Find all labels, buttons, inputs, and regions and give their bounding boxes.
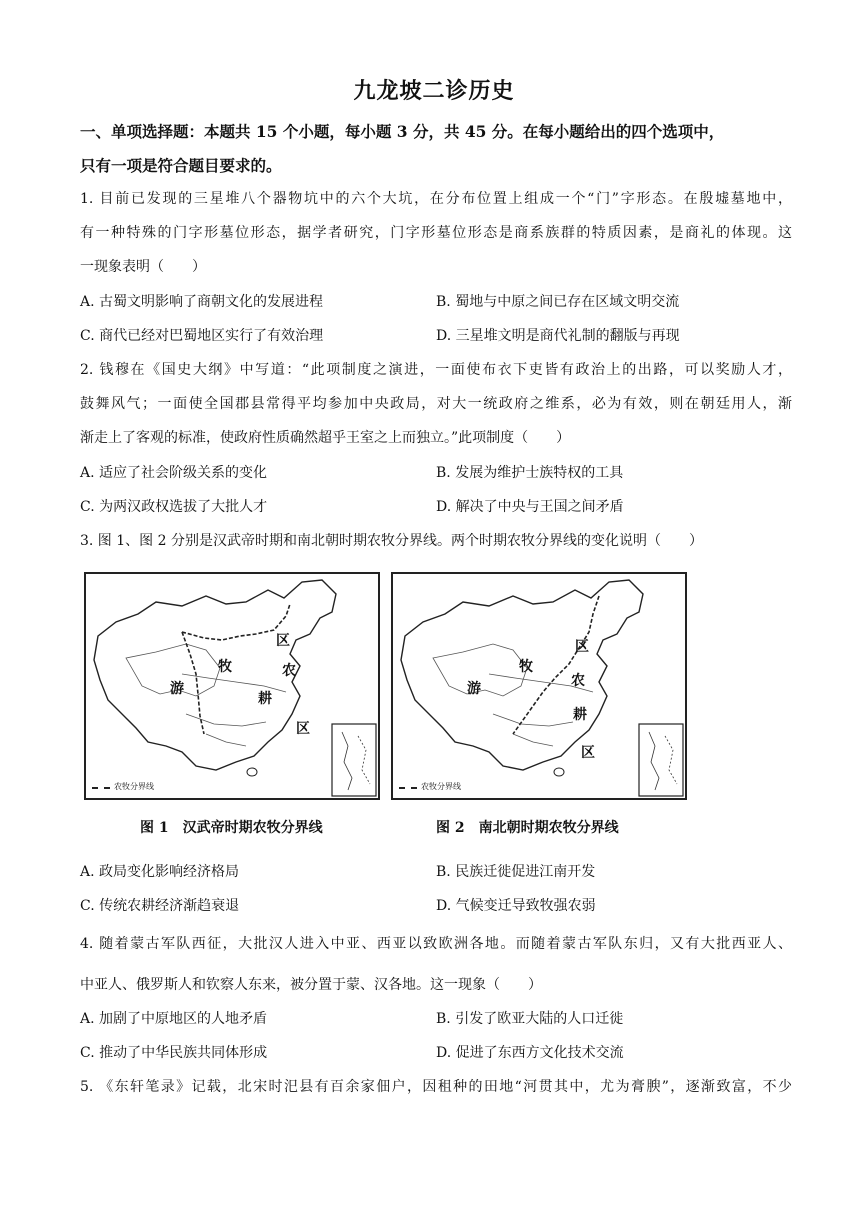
map1-legend-text: 农牧分界线 — [114, 782, 154, 791]
q1-stem-line1: 1. 目前已发现的三星堆八个器物坑中的六个大坑，在分布位置上组成一个“门”字形态。在殷墟墓地中， — [80, 191, 792, 207]
q1-option-d: D. 三星堆文明是商代礼制的翻版与再现 — [436, 328, 680, 344]
map2-label-geng: 耕 — [573, 707, 587, 723]
page-title: 九龙坡二诊历史 — [353, 78, 515, 104]
q2-stem-line2: 鼓舞风气；一面使全国郡县常得平均参加中央政局，对大一统政府之维系，必为有效，则在朝廷用人，渐 — [80, 396, 792, 412]
map2-label-qu-south: 区 — [581, 745, 595, 761]
map2-label-nong: 农 — [571, 673, 585, 689]
map1-label-nong: 农 — [282, 663, 296, 679]
q3-option-b: B. 民族迁徙促进江南开发 — [436, 864, 596, 880]
map1-label-you: 游 — [170, 681, 184, 697]
china-map-2 — [393, 574, 685, 798]
q2-option-a: A. 适应了社会阶级关系的变化 — [80, 465, 268, 481]
q4-option-d: D. 促进了东西方文化技术交流 — [436, 1045, 624, 1061]
map2-legend-line — [399, 787, 417, 789]
q4-stem-line1: 4. 随着蒙古军队西征，大批汉人进入中亚、西亚以致欧洲各地。而随着蒙古军队东归，又有大批西亚人、 — [80, 936, 792, 952]
q4-option-a: A. 加剧了中原地区的人地矛盾 — [80, 1011, 268, 1027]
q3-option-a: A. 政局变化影响经济格局 — [80, 864, 240, 880]
q3-stem: 3. 图 1、图 2 分别是汉武帝时期和南北朝时期农牧分界线。两个时期农牧分界线的变化说明（ ） — [80, 533, 703, 549]
q2-option-b: B. 发展为维护士族特权的工具 — [436, 465, 624, 481]
q4-option-c: C. 推动了中华民族共同体形成 — [80, 1045, 268, 1061]
q3-option-c: C. 传统农耕经济渐趋衰退 — [80, 898, 240, 914]
map1-label-qu-north: 区 — [276, 633, 290, 649]
q2-stem-line1: 2. 钱穆在《国史大纲》中写道：“此项制度之演进，一面使布衣下吏皆有政治上的出路，可以奖励人才， — [80, 362, 792, 378]
map2-legend-text: 农牧分界线 — [421, 782, 461, 791]
q2-option-d: D. 解决了中央与王国之间矛盾 — [436, 499, 624, 515]
q2-stem-line3: 渐走上了客观的标准，使政府性质确然超乎王室之上而独立。”此项制度（ ） — [80, 430, 571, 446]
q1-option-b: B. 蜀地与中原之间已存在区域文明交流 — [436, 294, 680, 310]
q4-option-b: B. 引发了欧亚大陆的人口迁徙 — [436, 1011, 624, 1027]
section-heading-line2: 只有一项是符合题目要求的。 — [80, 156, 282, 175]
map-figure-1 — [84, 572, 380, 800]
map1-caption: 图 1 汉武帝时期农牧分界线 — [140, 820, 323, 836]
q1-stem-line3: 一现象表明（ ） — [80, 259, 206, 275]
china-map-1 — [86, 574, 378, 798]
map2-label-you: 游 — [467, 681, 481, 697]
map2-caption: 图 2 南北朝时期农牧分界线 — [436, 820, 619, 836]
q1-stem-line2: 有一种特殊的门字形墓位形态，据学者研究，门字形墓位形态是商系族群的特质因素，是商礼的体现。这 — [80, 225, 792, 241]
map1-label-mu: 牧 — [218, 659, 232, 675]
map2-label-mu: 牧 — [519, 659, 533, 675]
map-figure-2 — [391, 572, 687, 800]
q2-option-c: C. 为两汉政权选拔了大批人才 — [80, 499, 268, 515]
q1-option-c: C. 商代已经对巴蜀地区实行了有效治理 — [80, 328, 324, 344]
q1-option-a: A. 古蜀文明影响了商朝文化的发展进程 — [80, 294, 324, 310]
map2-label-qu-north: 区 — [575, 639, 589, 655]
map1-label-geng: 耕 — [258, 691, 272, 707]
q4-stem-line2: 中亚人、俄罗斯人和钦察人东来，被分置于蒙、汉各地。这一现象（ ） — [80, 977, 542, 993]
section-heading-line1: 一、单项选择题：本题共 15 个小题，每小题 3 分，共 45 分。在每小题给出的四个选项中， — [80, 122, 725, 141]
q3-option-d: D. 气候变迁导致牧强农弱 — [436, 898, 596, 914]
q5-stem-line1: 5. 《东轩笔录》记载，北宋时汜县有百余家佃户，因租种的田地“河贯其中，尤为膏腴”，逐渐致富，不少 — [80, 1079, 792, 1095]
map1-legend-line — [92, 787, 110, 789]
map1-label-qu-south: 区 — [296, 721, 310, 737]
